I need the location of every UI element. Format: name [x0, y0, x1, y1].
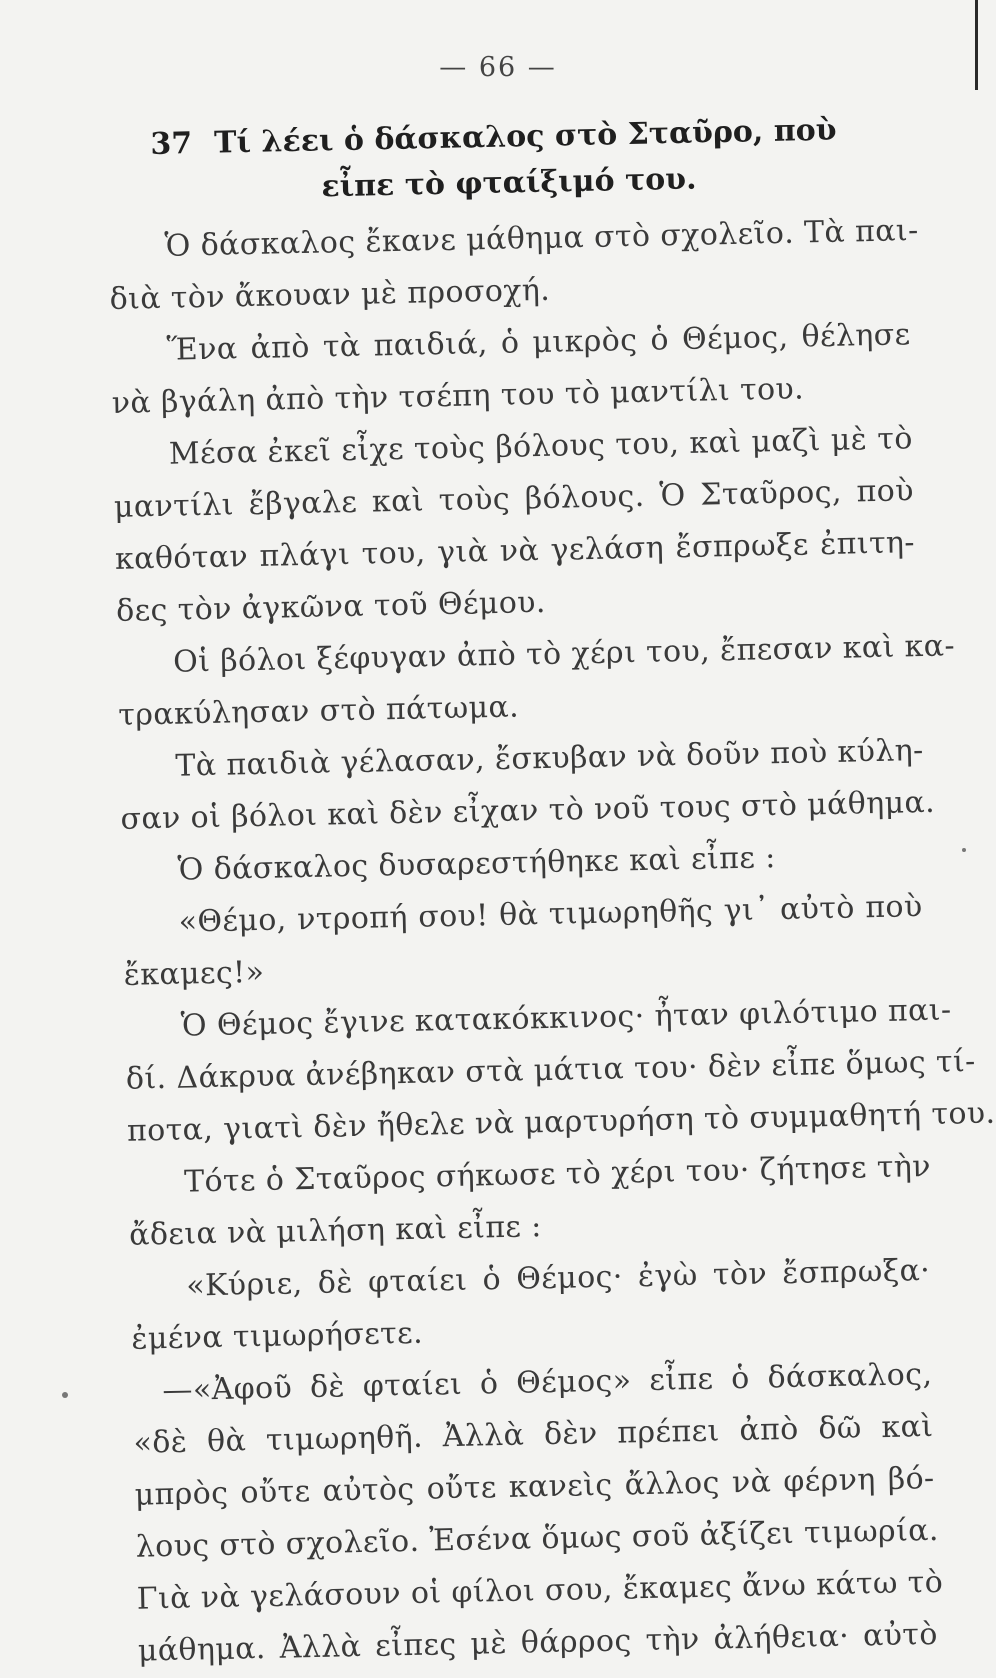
body-text [108, 205, 996, 1677]
text-line: Τότε ὁ Σταῦρος σήκωσε τὸ χέρι του· ζήτησε τὴν [183, 1148, 932, 1200]
text-line: «δὲ θὰ τιμωρηθῆ. Ἀλλὰ δὲν πρέπει ἀπὸ δῶ καὶ [133, 1408, 934, 1461]
heading-line-2: εἶπε τὸ φταίξιμό του. [321, 161, 697, 205]
text-line: Ὁ Θέμος ἔγινε κατακόκκινος· ἦταν φιλότιμο παι- [180, 992, 952, 1044]
text-line: σαν οἱ βόλοι καὶ δὲν εἶχαν τὸ νοῦ τους στὸ μάθημα. [120, 784, 936, 837]
text-line: νὰ βγάλη ἀπὸ τὴν τσέπη του τὸ μαντίλι του. [111, 371, 805, 421]
text-line: μπρὸς οὔτε αὐτὸς οὔτε κανεὶς ἄλλος νὰ φέρνη βό- [134, 1460, 935, 1513]
text-line: δες τὸν ἀγκῶνα τοῦ Θέμου. [115, 584, 547, 629]
text-line: Οἱ βόλοι ξέφυγαν ἀπὸ τὸ χέρι του, ἔπεσαν καὶ κα- [172, 628, 956, 680]
text-line: «Θέμο, ντροπή σου! θὰ τιμωρηθῆς γι᾽ αὐτὸ ποὺ [178, 889, 923, 940]
text-line: διὰ τὸν ἄκουαν μὲ προσοχή. [109, 272, 551, 317]
text-line: καθόταν πλάγι του, γιὰ νὰ γελάση ἔσπρωξε ἐπιτη- [114, 525, 916, 577]
heading-title-part-1: Τί λέει ὁ δάσκαλος στὸ Σταῦρο, ποὺ [213, 112, 837, 161]
text-line: ἔκαμες!» [123, 954, 265, 993]
text-line: τρακύλησαν στὸ πάτωμα. [117, 689, 520, 733]
text-line: ποτα, γιατὶ δὲν ἤθελε νὰ μαρτυρήση τὸ συμμαθητή του. [126, 1095, 996, 1149]
text-line: μάθημα. Ἀλλὰ εἶπες μὲ θάρρος τὴν ἀλήθεια· αὐτὸ [137, 1616, 939, 1669]
text-line: «Κύριε, δὲ φταίει ὁ Θέμος· ἐγὼ τὸν ἔσπρωξα· [185, 1253, 931, 1304]
text-line: δί. Δάκρυα ἀνέβηκαν στὰ μάτια του· δὲν εἶπε ὅμως τί- [125, 1044, 976, 1097]
chapter-heading [150, 107, 892, 214]
text-line: ἐμένα τιμωρήσετε. [131, 1315, 424, 1357]
paper-speck [62, 1392, 68, 1398]
text-line: —«Ἀφοῦ δὲ φταίει ὁ Θέμος» εἶπε ὁ δάσκαλος, [162, 1356, 933, 1409]
text-line: μαντίλι ἔβγαλε καὶ τοὺς βόλους. Ὁ Σταῦρος, ποὺ [113, 473, 915, 525]
text-line: λους στὸ σχολεῖο. Ἐσένα ὅμως σοῦ ἀξίζει τιμωρία. [135, 1512, 940, 1565]
text-line: Γιὰ νὰ γελάσουν οἱ φίλοι σου, ἔκαμες ἄνω κάτω τὸ [136, 1564, 944, 1617]
text-line: Ἕνα ἀπὸ τὰ παιδιά, ὁ μικρὸς ὁ Θέμος, θέλησε [166, 317, 911, 368]
paper-speck [962, 848, 966, 852]
text-line: Ὁ δάσκαλος ἔκανε μάθημα στὸ σχολεῖο. Τὰ παι- [164, 213, 919, 264]
text-line: ἄδεια νὰ μιλήση καὶ εἶπε : [128, 1209, 543, 1253]
text-line: Τὰ παιδιὰ γέλασαν, ἔσκυβαν νὰ δοῦν ποὺ κύλη- [175, 733, 924, 784]
page-number: — 66 — [439, 52, 557, 83]
chapter-number: 37 [150, 126, 193, 162]
text-line: Ὁ δάσκαλος δυσαρεστήθηκε καὶ εἶπε : [177, 840, 777, 888]
text-line: Μέσα ἐκεῖ εἶχε τοὺς βόλους του, καὶ μαζὶ μὲ τὸ [168, 421, 914, 472]
